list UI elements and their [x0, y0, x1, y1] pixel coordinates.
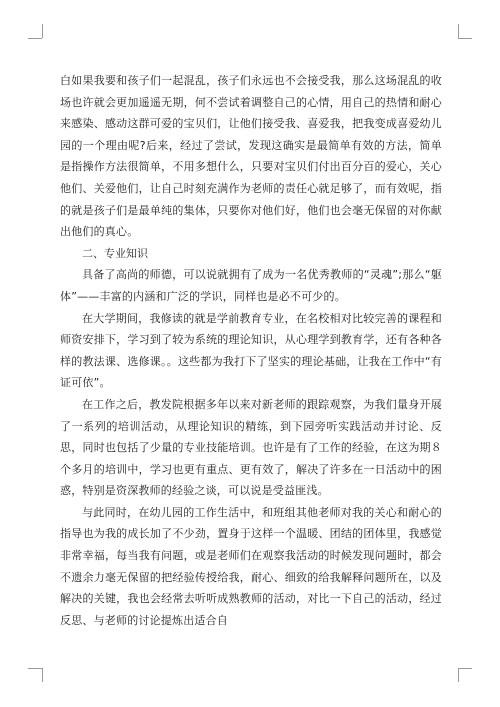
crop-mark-top-right-horizontal: [458, 38, 472, 39]
crop-mark-bottom-right-vertical: [458, 668, 459, 682]
section-heading-professional-knowledge: 二、专业知识: [82, 246, 148, 260]
crop-mark-bottom-right-horizontal: [458, 668, 472, 669]
paragraph-colleague-guidance: 与此同时，在幼儿园的工作生活中，和班组其他老师对我的关心和耐心的指导也为我的成长加了不少劲，置身于这样一个温暖、团结的团体里，我感觉非常幸福，每当我有问题，或是老师们在观察我活动的时候发现问题时，都会不遗余力毫无保留的把经验传授给我，耐心、细致的给我解释问题所在，以及解决的关键，我也会经常去听听成熟教师的活动，对比一下自己的活动，经过反思、与老师的讨论提炼出适合自: [60, 505, 442, 627]
crop-mark-bottom-left-horizontal: [28, 668, 42, 669]
paragraph-continuation: 白如果我要和孩子们一起混乱，孩子们永远也不会接受我，那么这场混乱的收场也许就会更加遥遥无期，何不尝试着调整自己的心情，用自己的热情和耐心来感染、感动这群可爱的宝贝们，让他们接受我、喜爱我，把我变成喜爱幼儿园的一个理由呢?后来，经过了尝试，发现这确实是最简单有效的方法，简单是指操作方法很简单，不用多想什么，只要对宝贝们付出百分百的爱心，关心他们、关爱他们，让自己时刻充满作为老师的责任心就足够了，而有效呢，指的就是孩子们是最单纯的集体，只要你对他们好，他们也会毫无保留的对你献出他们的真心。: [60, 74, 442, 239]
document-body: [60, 70, 442, 631]
paragraph-university-study: 在大学期间，我修读的就是学前教育专业，在名校相对比较完善的课程和师资安排下，学习到了较为系统的理论知识，从心理学到教育学，还有各种各样的教法课、选修课。。这些都为我打下了坚实的理论基础，让我在工作中“有证可依”。: [60, 311, 442, 390]
crop-mark-top-left-horizontal: [28, 38, 42, 39]
crop-mark-top-left-vertical: [42, 24, 43, 38]
paragraph-training-after-work: 在工作之后，教发院根据多年以来对新老师的跟踪观察，为我们量身开展了一系列的培训活动，从理论知识的精练，到下园旁听实践活动并讨论、反思，同时也包括了少量的专业技能培训。也许是有了工作的经验，在这为期８个多月的培训中，学习也更有重点、更有效了，解决了许多在一日活动中的困惑，特别是资深教师的经验之谈，可以说是受益匪浅。: [60, 397, 442, 498]
paragraph-ethics-and-knowledge: 具备了高尚的师德，可以说就拥有了成为一名优秀教师的“灵魂”;那么“躯体”——丰富的内涵和广泛的学识，同样也是必不可少的。: [60, 268, 442, 303]
crop-mark-top-right-vertical: [458, 24, 459, 38]
crop-mark-bottom-left-vertical: [42, 668, 43, 682]
